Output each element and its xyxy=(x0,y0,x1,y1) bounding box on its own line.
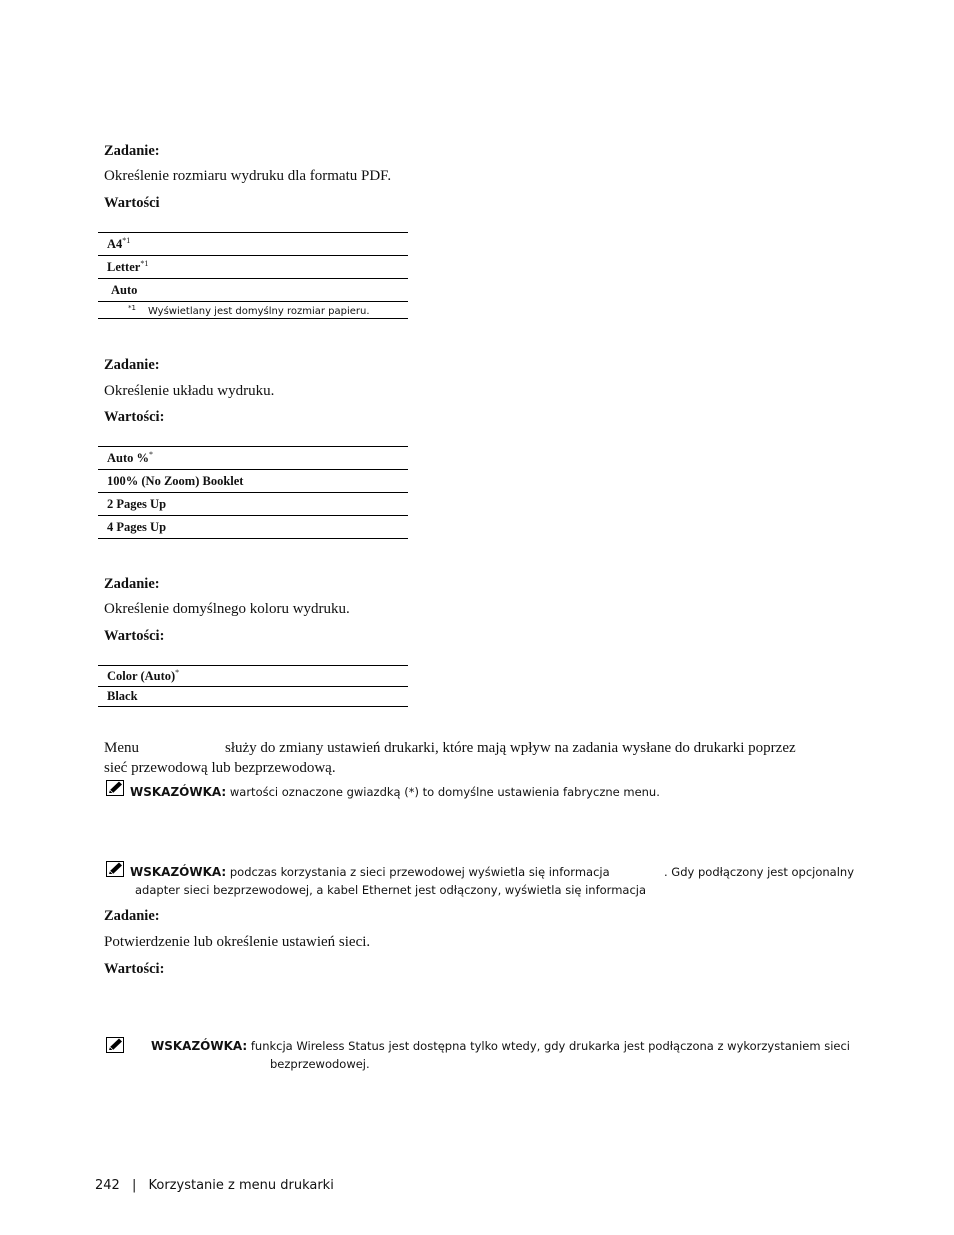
note-pencil-icon xyxy=(106,861,124,877)
task-description: Określenie domyślnego koloru wydruku. xyxy=(104,601,350,617)
task-label: Zadanie: xyxy=(104,143,160,159)
values-table xyxy=(98,232,408,319)
chapter-title: Korzystanie z menu drukarki xyxy=(148,1178,334,1193)
intro-text-line2: sieć przewodową lub bezprzewodową. xyxy=(104,760,336,776)
value-label: Letter xyxy=(107,260,141,274)
note-text xyxy=(151,1039,850,1053)
task-label: Zadanie: xyxy=(104,357,160,373)
table-row xyxy=(98,470,408,493)
note-body: wartości oznaczone gwiazdką (*) to domyślne ustawienia fabryczne menu. xyxy=(229,785,660,799)
table-row xyxy=(98,493,408,516)
table-row xyxy=(98,447,408,470)
task-description: Określenie rozmiaru wydruku dla formatu PDF. xyxy=(104,168,392,184)
value-label: Auto % xyxy=(107,451,150,465)
intro-menu-word: Menu xyxy=(104,740,139,756)
value-label: Black xyxy=(107,689,138,703)
note-pencil-icon xyxy=(106,1037,124,1053)
note-text-continued: . Gdy podłączony jest opcjonalny xyxy=(664,865,855,879)
value-label: Auto xyxy=(111,282,138,297)
table-row xyxy=(98,279,408,302)
value-default-mark: * xyxy=(149,450,154,459)
table-row xyxy=(98,666,408,687)
footer-separator: | xyxy=(131,1178,137,1193)
values-table xyxy=(98,446,408,539)
note-body: funkcja Wireless Status jest dostępna tylko wtedy, gdy drukarka jest podłączona z wykorzystaniem sieci xyxy=(250,1039,850,1053)
page-number: 242 xyxy=(95,1178,120,1193)
note-label: WSKAZÓWKA: xyxy=(130,785,227,799)
note-text xyxy=(130,865,610,879)
value-label: 2 Pages Up xyxy=(107,496,167,511)
footnote-mark: *1 xyxy=(128,303,136,312)
table-row xyxy=(98,516,408,539)
values-label: Wartości: xyxy=(104,961,165,977)
footnote-text: Wyświetlany jest domyślny rozmiar papieru. xyxy=(147,305,370,317)
value-label: 100% (No Zoom) Booklet xyxy=(107,473,244,488)
intro-text: służy do zmiany ustawień drukarki, które mają wpływ na zadania wysłane do drukarki poprzez xyxy=(225,740,796,756)
values-label: Wartości xyxy=(104,195,160,211)
note-body: podczas korzystania z sieci przewodowej wyświetla się informacja xyxy=(229,865,610,879)
note-text xyxy=(130,785,660,799)
note-text-line2: adapter sieci bezprzewodowej, a kabel Ethernet jest odłączony, wyświetla się informacja xyxy=(135,883,647,897)
note-pencil-icon xyxy=(106,780,124,796)
value-default-mark: * xyxy=(175,668,180,677)
task-label: Zadanie: xyxy=(104,908,160,924)
value-footnote-mark: *1 xyxy=(140,259,149,268)
task-description: Określenie układu wydruku. xyxy=(104,383,275,399)
table-row xyxy=(98,233,408,256)
values-label: Wartości: xyxy=(104,628,165,644)
values-table xyxy=(98,665,408,707)
task-description: Potwierdzenie lub określenie ustawień sieci. xyxy=(104,934,371,950)
table-row xyxy=(98,256,408,279)
note-label: WSKAZÓWKA: xyxy=(130,865,227,879)
value-label: A4 xyxy=(107,237,123,251)
note-text-line2: bezprzewodowej. xyxy=(270,1057,370,1071)
task-label: Zadanie: xyxy=(104,576,160,592)
page-footer xyxy=(95,1178,334,1193)
note-label: WSKAZÓWKA: xyxy=(151,1039,248,1053)
table-footnote-row xyxy=(98,302,408,319)
value-footnote-mark: *1 xyxy=(122,236,131,245)
values-label: Wartości: xyxy=(104,409,165,425)
value-label: Color (Auto) xyxy=(107,669,176,683)
table-row xyxy=(98,687,408,707)
value-label: 4 Pages Up xyxy=(107,519,167,534)
